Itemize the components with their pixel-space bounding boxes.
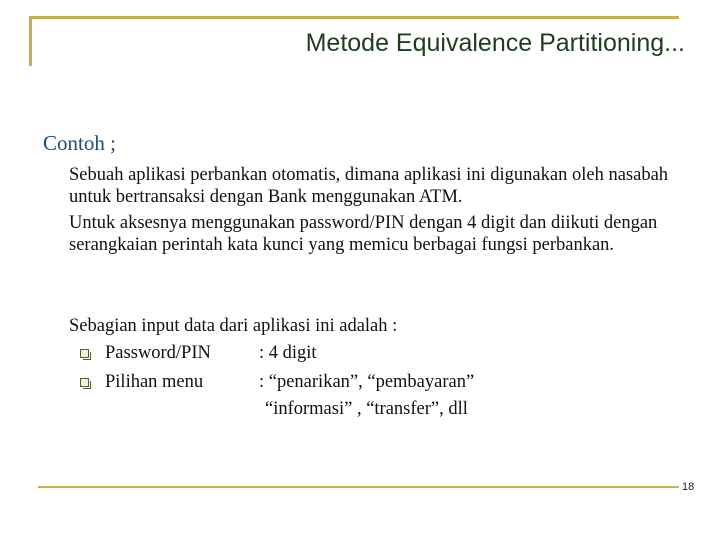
square-bullet-icon [80,378,89,387]
paragraph-access: Untuk aksesnya menggunakan password/PIN dengan 4 digit dan diikuti dengan serangkaian perintah kata kunci yang memicu berbagai fungsi perbankan. [69,213,658,255]
input-value-continuation: “informasi” , “transfer”, dll [265,399,468,419]
title-frame-left [29,16,32,66]
paragraph-description: Sebuah aplikasi perbankan otomatis, dimana aplikasi ini digunakan oleh nasabah untuk bertransaksi dengan Bank menggunakan ATM. [69,165,669,207]
page-number: 18 [682,481,695,493]
input-value: : 4 digit [259,343,317,363]
title-frame-top [29,16,679,19]
input-value: : “penarikan”, “pembayaran” [259,372,475,392]
input-label: Password/PIN [105,343,211,363]
input-label: Pilihan menu [105,372,204,392]
example-heading: Contoh ; [43,131,116,155]
square-bullet-icon [80,349,89,358]
paragraph-inputs-intro: Sebagian input data dari aplikasi ini adalah : [69,316,398,336]
slide-title: Metode Equivalence Partitioning... [305,29,685,57]
footer-divider [38,486,679,488]
